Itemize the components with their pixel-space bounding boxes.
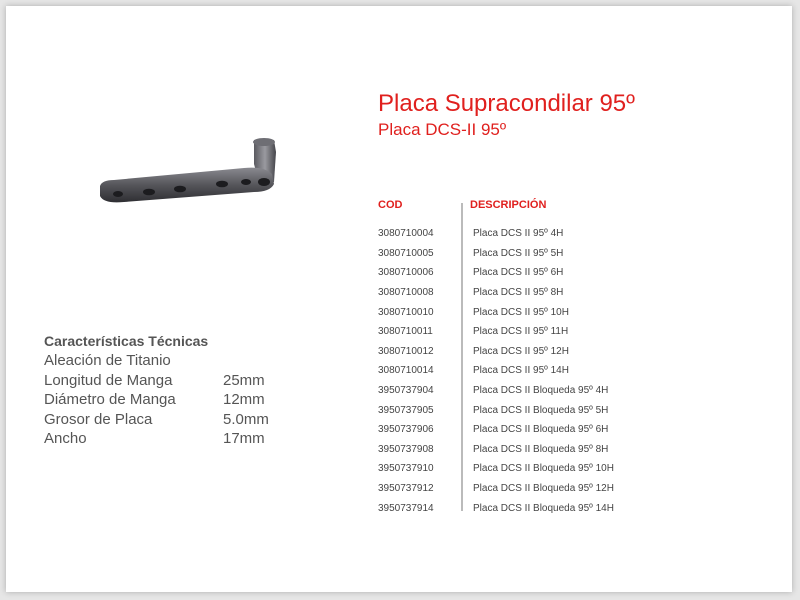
- description-cell: Placa DCS II 95º 14H: [473, 365, 569, 377]
- code-cell: 3950737910: [378, 463, 434, 475]
- code-cell: 3950737908: [378, 443, 434, 455]
- description-cell: Placa DCS II 95º 11H: [473, 326, 569, 338]
- page-frame: [6, 6, 792, 592]
- code-cell: 3080710014: [378, 365, 434, 377]
- code-cell: 3080710005: [378, 247, 434, 259]
- table-row: [378, 381, 614, 401]
- description-cell: Placa DCS II Bloqueda 95º 8H: [473, 443, 609, 455]
- code-cell: 3950737906: [378, 424, 434, 436]
- spec-label: Longitud de Manga: [44, 371, 173, 389]
- table-row: [378, 459, 614, 479]
- description-cell: Placa DCS II Bloqueda 95º 6H: [473, 424, 609, 436]
- spec-row: [44, 410, 269, 430]
- table-row: [378, 479, 614, 499]
- spec-row: [44, 371, 269, 391]
- table-row: [378, 361, 614, 381]
- description-cell: Placa DCS II Bloqueda 95º 4H: [473, 385, 609, 397]
- table-row: [378, 244, 614, 264]
- description-cell: Placa DCS II Bloqueda 95º 5H: [473, 404, 609, 416]
- code-cell: 3950737912: [378, 483, 434, 495]
- description-cell: Placa DCS II 95º 6H: [473, 267, 564, 279]
- code-cell: 3950737905: [378, 404, 434, 416]
- spec-value: 12mm: [223, 391, 265, 408]
- table-row: [378, 322, 614, 342]
- description-cell: Placa DCS II 95º 5H: [473, 247, 564, 259]
- table-row: [378, 400, 614, 420]
- spec-row: [44, 351, 269, 371]
- table-row: [378, 283, 614, 303]
- description-cell: Placa DCS II 95º 10H: [473, 306, 569, 318]
- spec-value: 17mm: [223, 430, 265, 447]
- table-row: [378, 420, 614, 440]
- spec-label: Aleación de Titanio: [44, 352, 171, 369]
- code-cell: 3080710010: [378, 306, 434, 318]
- spec-label: Grosor de Placa: [44, 410, 153, 428]
- spec-value: 25mm: [223, 371, 265, 389]
- bone-plate-icon: [94, 134, 284, 216]
- code-cell: 3080710004: [378, 228, 434, 240]
- spec-value: 5.0mm: [223, 410, 269, 428]
- table-row: [378, 342, 614, 362]
- column-header-cod: COD: [378, 199, 403, 211]
- description-cell: Placa DCS II 95º 12H: [473, 345, 569, 357]
- table-row: [378, 224, 614, 244]
- specs-heading: Características Técnicas: [44, 333, 209, 349]
- specs-section: [44, 333, 269, 449]
- page-title: Placa Supracondilar 95º: [378, 90, 635, 117]
- description-cell: Placa DCS II Bloqueda 95º 10H: [473, 463, 614, 475]
- code-cell: 3080710011: [378, 326, 433, 338]
- description-cell: Placa DCS II 95º 8H: [473, 287, 564, 299]
- code-cell: 3080710008: [378, 287, 434, 299]
- description-cell: Placa DCS II 95º 4H: [473, 228, 564, 240]
- spec-row: [44, 390, 269, 410]
- page-subtitle: Placa DCS-II 95º: [378, 120, 507, 139]
- column-header-descripcion: DESCRIPCIÓN: [470, 199, 547, 211]
- code-cell: 3080710006: [378, 267, 434, 279]
- spec-label: Ancho: [44, 430, 87, 447]
- table-row: [378, 302, 614, 322]
- table-rows: [378, 224, 614, 518]
- code-cell: 3950737904: [378, 385, 434, 397]
- table-row: [378, 263, 614, 283]
- spec-label: Diámetro de Manga: [44, 391, 176, 408]
- description-cell: Placa DCS II Bloqueda 95º 12H: [473, 483, 614, 495]
- description-cell: Placa DCS II Bloqueda 95º 14H: [473, 502, 614, 514]
- code-cell: 3080710012: [378, 345, 434, 357]
- table-row: [378, 498, 614, 518]
- table-row: [378, 440, 614, 460]
- spec-row: [44, 429, 269, 449]
- code-cell: 3950737914: [378, 502, 434, 514]
